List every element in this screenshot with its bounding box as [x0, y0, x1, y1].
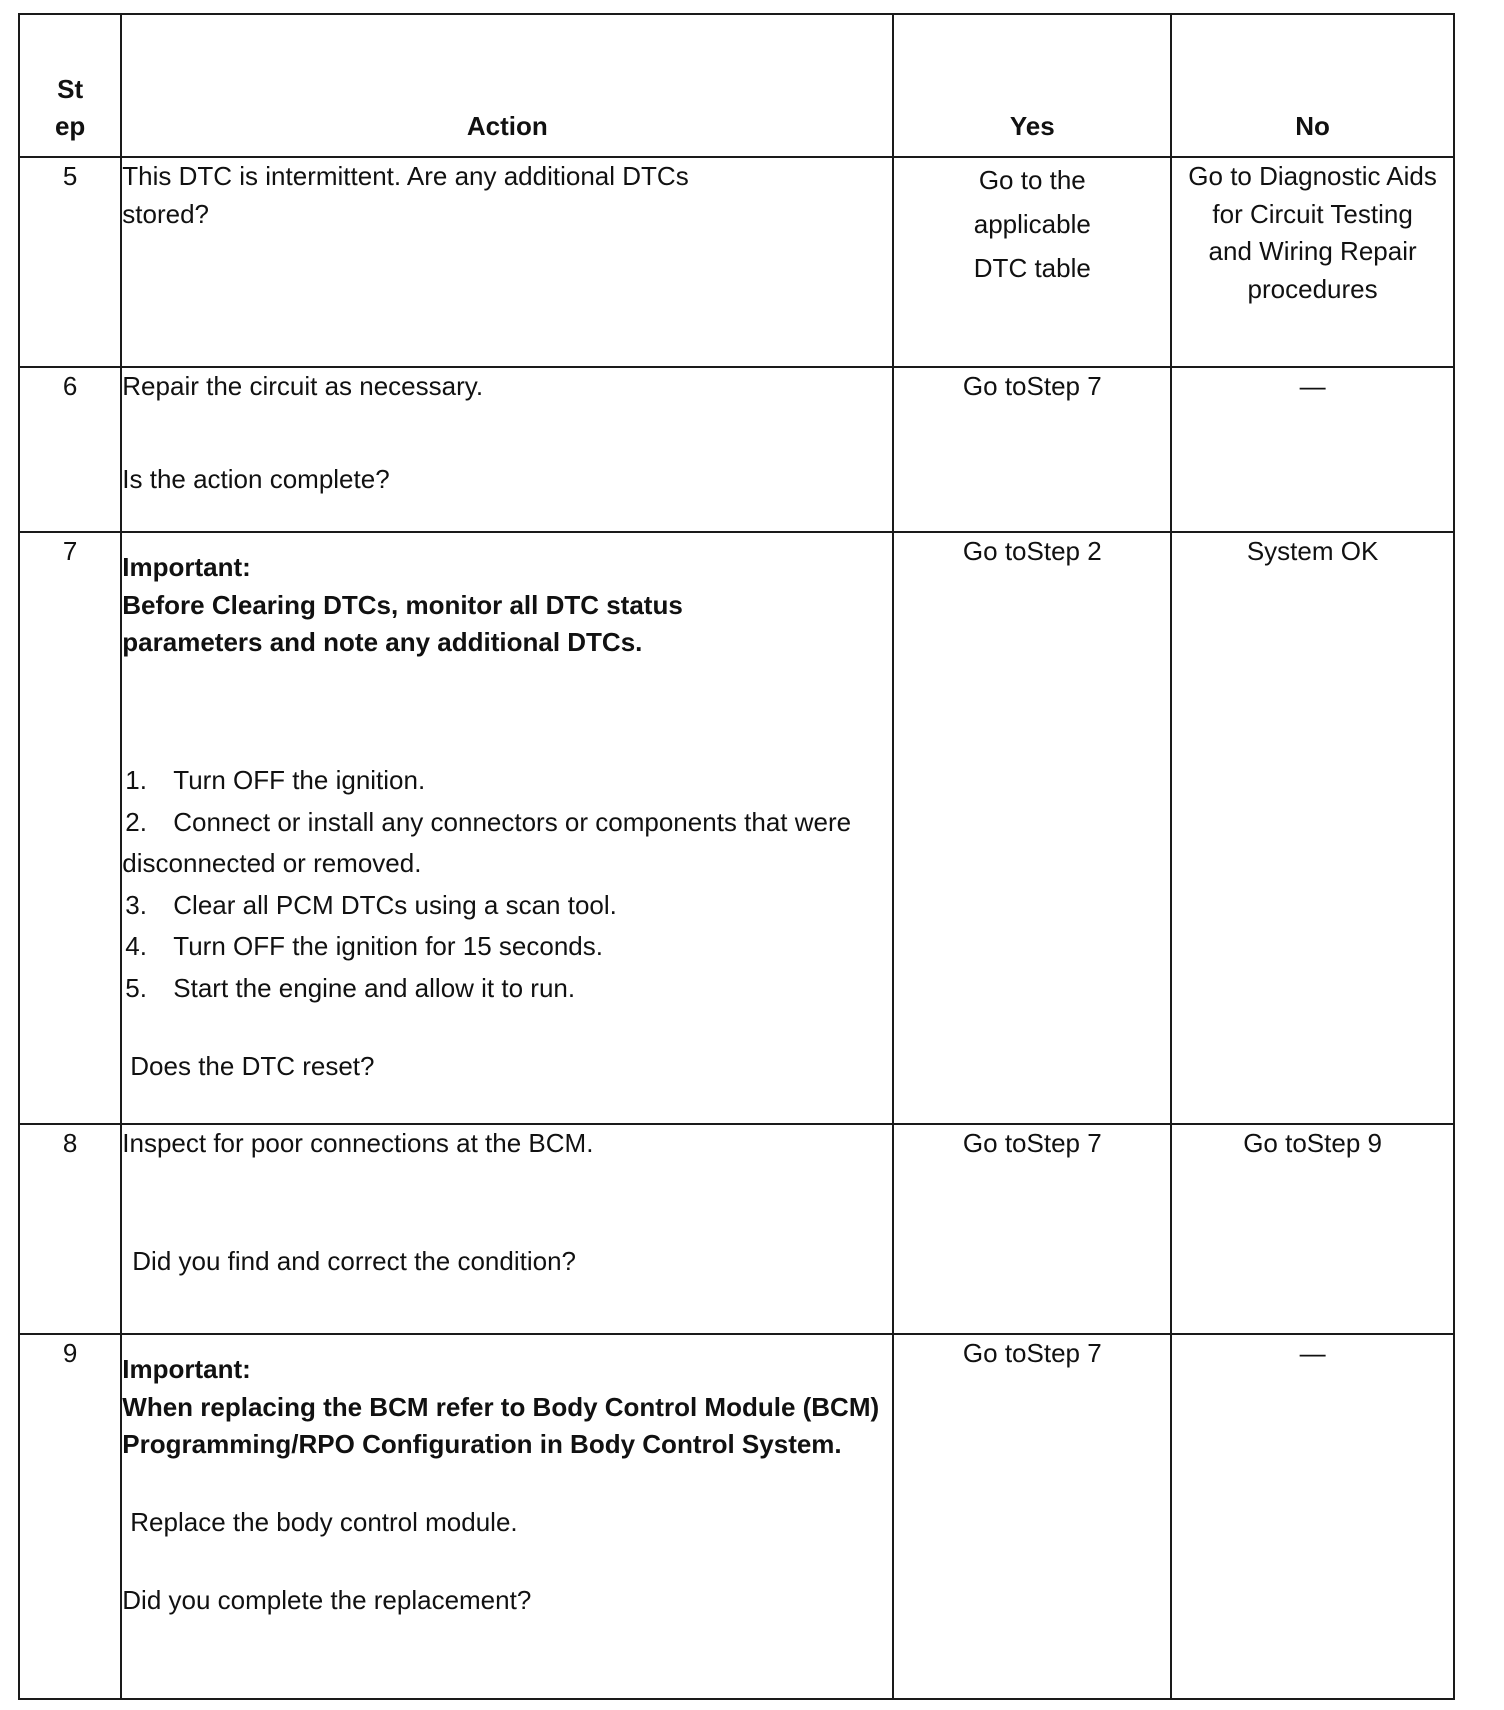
- list-item: [122, 926, 892, 968]
- action-question: Did you find and correct the condition?: [132, 1245, 576, 1276]
- list-item: [122, 885, 892, 927]
- list-number: 3.: [125, 889, 147, 920]
- action-cell: [121, 157, 893, 367]
- yes-cell: Go toStep 7: [893, 1334, 1171, 1699]
- action-cell: [121, 1124, 893, 1334]
- step-number: 5: [19, 157, 121, 367]
- table-row: [19, 532, 1454, 1124]
- action-cell: [121, 367, 893, 532]
- yes-cell: Go toStep 2: [893, 532, 1171, 1124]
- list-number: 4.: [125, 931, 147, 962]
- header-row: [19, 14, 1454, 157]
- no-cell: —: [1171, 367, 1454, 532]
- no-cell: Go to Diagnostic Aids for Circuit Testing and Wiring Repair procedures: [1171, 157, 1454, 367]
- yes-cell: Go to the applicable DTC table: [893, 157, 1171, 367]
- header-action: Action: [121, 14, 893, 157]
- list-item: [122, 968, 892, 1010]
- action-cell: [121, 532, 893, 1124]
- table-row: [19, 157, 1454, 367]
- no-cell: —: [1171, 1334, 1454, 1699]
- table-row: [19, 367, 1454, 532]
- important-text: When replacing the BCM refer to Body Control Module (BCM) Programming/RPO Configuration in Body Control System.: [122, 1391, 880, 1460]
- diagnostic-table: [18, 13, 1455, 1700]
- list-text: Turn OFF the ignition for 15 seconds.: [173, 931, 603, 962]
- action-text: This DTC is intermittent. Are any additional DTCs stored?: [122, 161, 689, 229]
- action-cell: [121, 1334, 893, 1699]
- step-number: 6: [19, 367, 121, 532]
- header-step-line1: St: [57, 73, 84, 104]
- important-text: Before Clearing DTCs, monitor all DTC status parameters and note any additional DTCs.: [122, 589, 683, 658]
- table-row: [19, 1334, 1454, 1699]
- action-text: Replace the body control module.: [130, 1507, 518, 1538]
- list-number: 2.: [125, 806, 147, 837]
- important-label: Important:: [122, 552, 251, 582]
- no-cell: System OK: [1171, 532, 1454, 1124]
- action-text: Repair the circuit as necessary.: [122, 371, 484, 401]
- list-number: 5.: [125, 973, 147, 1004]
- header-no: No: [1171, 14, 1454, 157]
- list-item: [122, 760, 892, 802]
- procedure-list: [122, 760, 892, 1010]
- list-text: Start the engine and allow it to run.: [173, 973, 576, 1004]
- header-yes: Yes: [893, 14, 1171, 157]
- no-cell: Go toStep 9: [1171, 1124, 1454, 1334]
- list-text: Clear all PCM DTCs using a scan tool.: [173, 889, 617, 920]
- step-number: 7: [19, 532, 121, 1124]
- yes-cell: Go toStep 7: [893, 1124, 1171, 1334]
- list-item: [122, 802, 892, 885]
- step-number: 9: [19, 1334, 121, 1699]
- step-number: 8: [19, 1124, 121, 1334]
- header-step-line2: ep: [54, 111, 86, 142]
- list-text: Turn OFF the ignition.: [173, 765, 426, 796]
- list-text: Connect or install any connectors or components that were disconnected or removed.: [122, 806, 852, 879]
- action-question: Is the action complete?: [122, 463, 390, 494]
- table-row: [19, 1124, 1454, 1334]
- action-question: Did you complete the replacement?: [122, 1584, 532, 1615]
- yes-cell: Go toStep 7: [893, 367, 1171, 532]
- header-step: [19, 14, 121, 157]
- list-number: 1.: [125, 765, 147, 796]
- action-question: Does the DTC reset?: [130, 1050, 375, 1081]
- action-text: Inspect for poor connections at the BCM.: [122, 1128, 594, 1158]
- important-label: Important:: [122, 1354, 251, 1384]
